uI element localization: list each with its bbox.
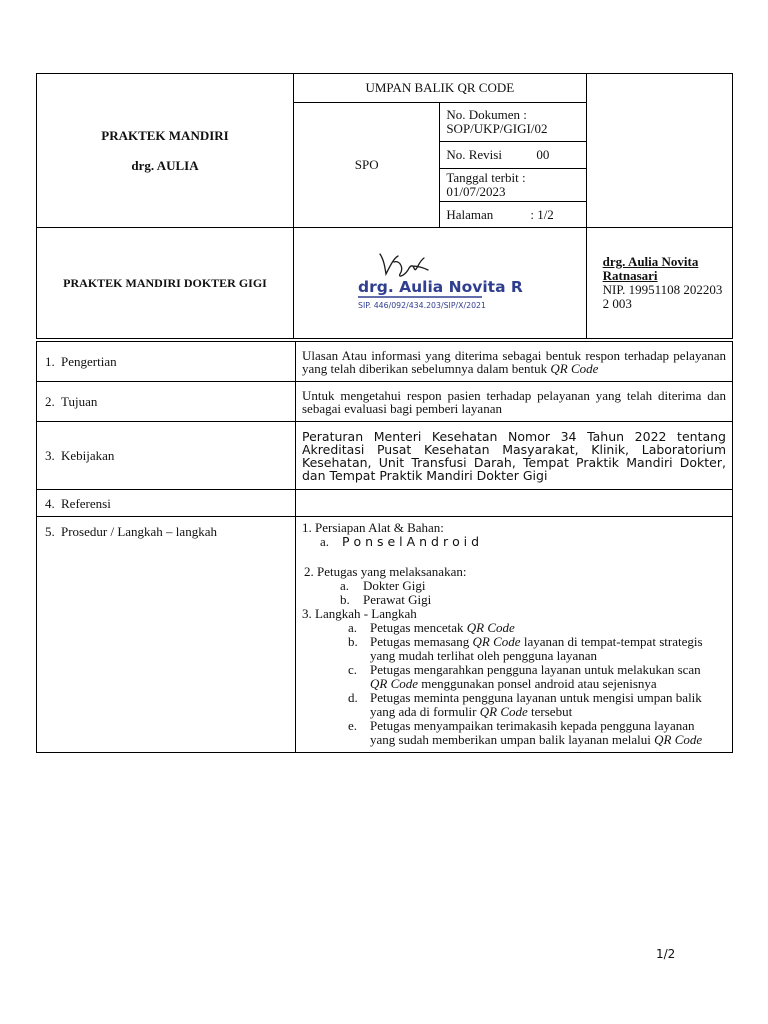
- content-table: [36, 341, 733, 753]
- signature-stamp: [354, 248, 523, 318]
- tujuan-text: Untuk mengetahui respon pasien terhadap pelayanan yang telah diterima dan sebagai evaluasi bagi pemberi layanan: [296, 382, 733, 422]
- prosedur-content: [296, 517, 733, 753]
- no-revisi-value: 00: [536, 147, 550, 162]
- step-3c-marker: c.: [348, 662, 358, 677]
- step-3e-line2: yang sudah memberikan umpan balik layanan melalui QR Code: [370, 732, 703, 747]
- row-pengertian-label: 1. Pengertian: [37, 342, 296, 382]
- step-3-title: 3. Langkah - Langkah: [302, 606, 417, 621]
- step-1a-marker: a.: [320, 534, 330, 549]
- step-2b-marker: b.: [340, 592, 350, 607]
- page-number: 1/2: [656, 947, 676, 961]
- header-table: [36, 73, 733, 339]
- no-dokumen-label: No. Dokumen :: [446, 107, 527, 122]
- step-3b: Petugas memasang QR Code layanan di tempat-tempat strategis: [370, 634, 703, 649]
- step-3b-marker: b.: [348, 634, 358, 649]
- halaman-value: : 1/2: [530, 206, 554, 222]
- step-3a-marker: a.: [348, 620, 358, 635]
- step-3d-marker: d.: [348, 690, 358, 705]
- signer-block: [586, 228, 732, 339]
- handwritten-signature: [380, 254, 428, 276]
- referensi-text: [296, 490, 733, 517]
- document-frame: [36, 73, 733, 753]
- step-2a: Dokter Gigi: [363, 578, 426, 593]
- step-3e-marker: e.: [348, 718, 358, 733]
- doc-title: UMPAN BALIK QR CODE: [294, 74, 587, 103]
- row-prosedur-label: 5. Prosedur / Langkah – langkah: [37, 517, 296, 753]
- row-kebijakan-label: 3. Kebijakan: [37, 422, 296, 490]
- label-prosedur: Prosedur / Langkah – langkah: [61, 524, 217, 539]
- pengertian-qr: QR Code: [550, 360, 599, 376]
- kebijakan-text: Peraturan Menteri Kesehatan Nomor 34 Tahun 2022 tentang Akreditasi Pusat Kesehatan Masyarakat, Klinik, Laboratorium Kesehatan, Unit Transfusi Darah, Tempat Praktik Mandiri Dokter, dan Tempat Praktik Mandiri Dokter Gigi: [296, 422, 733, 490]
- no-revisi-label: No. Revisi: [446, 147, 502, 162]
- step-2-title: 2. Petugas yang melaksanakan:: [304, 564, 467, 579]
- no-dokumen: [440, 103, 586, 142]
- label-kebijakan: Kebijakan: [61, 448, 115, 463]
- step-2a-marker: a.: [340, 578, 350, 593]
- label-pengertian: Pengertian: [61, 354, 117, 369]
- halaman: [440, 202, 586, 228]
- org-name: PRAKTEK MANDIRI: [101, 127, 229, 143]
- step-1-title: 1. Persiapan Alat & Bahan:: [302, 520, 444, 535]
- label-referensi: Referensi: [61, 495, 111, 511]
- signer-name: drg. Aulia Novita Ratnasari: [602, 254, 699, 283]
- org-doctor: drg. AULIA: [131, 157, 199, 173]
- stamp-name: drg. Aulia Novita R: [358, 278, 523, 296]
- step-3c-line2: QR Code menggunakan ponsel android atau sejenisnya: [370, 676, 657, 691]
- row-referensi-label: 4. Referensi: [37, 490, 296, 517]
- row-tujuan-label: 2. Tujuan: [37, 382, 296, 422]
- signature-stamp-cell: [294, 228, 587, 339]
- step-3c: Petugas mengarahkan pengguna layanan untuk melakukan scan: [370, 662, 701, 677]
- step-3d-line2: yang ada di formulir QR Code tersebut: [370, 704, 573, 719]
- header-blank: [586, 74, 732, 228]
- step-3b-line2: yang mudah terlihat oleh pengguna layanan: [370, 648, 598, 663]
- label-tujuan: Tujuan: [61, 394, 98, 409]
- halaman-label: Halaman: [446, 206, 494, 222]
- step-3a: Petugas mencetak QR Code: [370, 620, 515, 635]
- step-1a: P o n s e l A n d r o i d: [342, 534, 480, 549]
- unit-name: PRAKTEK MANDIRI DOKTER GIGI: [37, 228, 294, 339]
- stamp-sip: SIP. 446/092/434.203/SIP/X/2021: [358, 301, 486, 310]
- spo-label: SPO: [294, 103, 440, 228]
- org-block: [37, 74, 294, 228]
- step-3d: Petugas meminta pengguna layanan untuk mengisi umpan balik: [370, 690, 702, 705]
- signer-nip: NIP. 19951108 202203 2 003: [602, 282, 723, 311]
- pengertian-text: Ulasan Atau informasi yang diterima sebagai bentuk respon terhadap pelayanan yang telah diberikan sebelumnya dalam bentuk QR Code: [296, 342, 733, 382]
- step-3e: Petugas menyampaikan terimakasih kepada pengguna layanan: [370, 718, 695, 733]
- no-dokumen-value: SOP/UKP/GIGI/02: [446, 121, 548, 136]
- tanggal-terbit: Tanggal terbit : 01/07/2023: [440, 169, 586, 202]
- step-2b: Perawat Gigi: [363, 592, 432, 607]
- no-revisi: [440, 142, 586, 169]
